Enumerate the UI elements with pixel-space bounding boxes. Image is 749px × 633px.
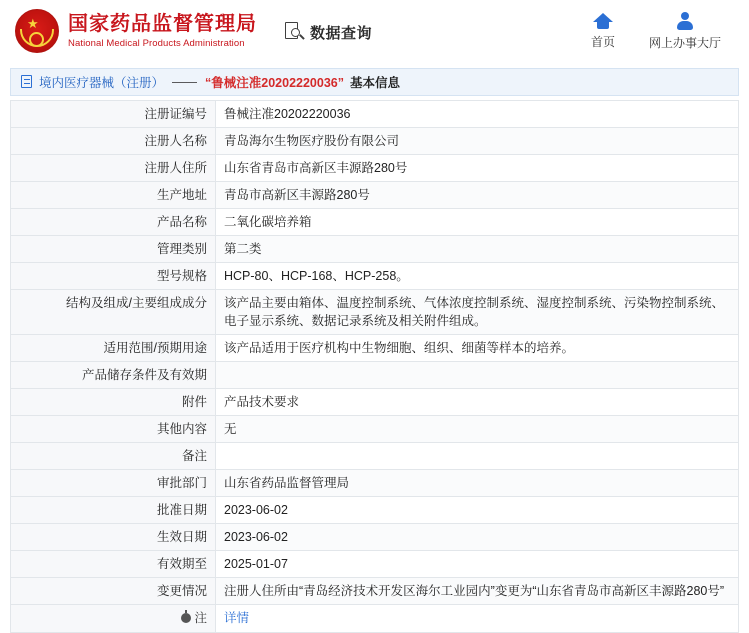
table-row [11, 362, 739, 389]
row-value: 该产品适用于医疗机构中生物细胞、组织、细菌等样本的培养。 [216, 335, 739, 362]
row-value: 青岛市高新区丰源路280号 [216, 182, 739, 209]
person-icon [676, 12, 694, 30]
table-row [11, 578, 739, 605]
detail-link[interactable]: 详情 [224, 611, 250, 625]
table-row [11, 128, 739, 155]
table-row [11, 389, 739, 416]
row-value: 无 [216, 416, 739, 443]
row-key: 其他内容 [11, 416, 216, 443]
table-row [11, 335, 739, 362]
row-value: 2023-06-02 [216, 524, 739, 551]
registration-info-table [10, 100, 739, 633]
table-row [11, 101, 739, 128]
row-value: 该产品主要由箱体、温度控制系统、气体浓度控制系统、湿度控制系统、污染物控制系统、电子显示系统、数据记录系统及相关附件组成。 [216, 290, 739, 335]
breadcrumb-separator: —— [172, 75, 198, 89]
row-key: 产品名称 [11, 209, 216, 236]
row-value: 山东省药品监督管理局 [216, 470, 739, 497]
row-value: 青岛海尔生物医疗股份有限公司 [216, 128, 739, 155]
nav-item-home-label: 首页 [590, 34, 615, 49]
table-row [11, 443, 739, 470]
row-key: 适用范围/预期用途 [11, 335, 216, 362]
table-row-note [11, 605, 739, 633]
row-value: 第二类 [216, 236, 739, 263]
row-value: 注册人住所由“青岛经济技术开发区海尔工业园内”变更为“山东省青岛市高新区丰源路280号” [216, 578, 739, 605]
info-table-wrap [0, 96, 749, 633]
note-key-label: 注 [194, 611, 207, 625]
agency-title-block [68, 12, 257, 50]
breadcrumb [10, 68, 739, 96]
table-row [11, 497, 739, 524]
row-key: 型号规格 [11, 263, 216, 290]
home-icon [593, 13, 613, 29]
nav-item-home[interactable] [591, 13, 615, 50]
nav-item-service-hall-label: 网上办事大厅 [648, 35, 721, 50]
data-query-label: 数据查询 [310, 24, 373, 42]
row-value: 山东省青岛市高新区丰源路280号 [216, 155, 739, 182]
table-row [11, 290, 739, 335]
table-row [11, 209, 739, 236]
agency-title-en: National Medical Products Administration [68, 38, 245, 49]
table-row [11, 524, 739, 551]
header-nav [591, 12, 733, 51]
row-key: 产品储存条件及有效期 [11, 362, 216, 389]
table-row [11, 416, 739, 443]
row-value: HCP-80、HCP-168、HCP-258。 [216, 263, 739, 290]
row-value: 产品技术要求 [216, 389, 739, 416]
breadcrumb-suffix: 基本信息 [350, 76, 401, 90]
search-document-icon [283, 21, 305, 43]
row-key: 注册人住所 [11, 155, 216, 182]
national-emblem-icon: ★ [14, 8, 60, 54]
row-value: 2023-06-02 [216, 497, 739, 524]
note-marker-icon [181, 613, 191, 623]
row-key-note [11, 605, 216, 633]
row-key: 注册证编号 [11, 101, 216, 128]
table-row [11, 236, 739, 263]
row-value-note [216, 605, 739, 633]
table-row [11, 155, 739, 182]
row-key: 审批部门 [11, 470, 216, 497]
breadcrumb-record-no: “鲁械注准20202220036” [205, 76, 344, 90]
table-row [11, 470, 739, 497]
row-key: 生效日期 [11, 524, 216, 551]
row-key: 注册人名称 [11, 128, 216, 155]
row-value [216, 362, 739, 389]
row-key: 生产地址 [11, 182, 216, 209]
row-key: 附件 [11, 389, 216, 416]
breadcrumb-category: 境内医疗器械（注册） [39, 76, 165, 90]
table-row [11, 182, 739, 209]
row-key: 结构及组成/主要组成成分 [11, 290, 216, 335]
data-query-entry[interactable] [283, 21, 372, 43]
site-header [0, 0, 749, 62]
table-row [11, 551, 739, 578]
document-icon [21, 75, 33, 89]
nav-item-service-hall[interactable] [649, 12, 721, 51]
row-key: 备注 [11, 443, 216, 470]
row-key: 变更情况 [11, 578, 216, 605]
table-row [11, 263, 739, 290]
row-key: 管理类别 [11, 236, 216, 263]
row-value [216, 443, 739, 470]
row-value: 鲁械注准20202220036 [216, 101, 739, 128]
row-key: 有效期至 [11, 551, 216, 578]
agency-title-cn: 国家药品监督管理局 [68, 13, 257, 35]
row-value: 二氧化碳培养箱 [216, 209, 739, 236]
row-key: 批准日期 [11, 497, 216, 524]
row-value: 2025-01-07 [216, 551, 739, 578]
